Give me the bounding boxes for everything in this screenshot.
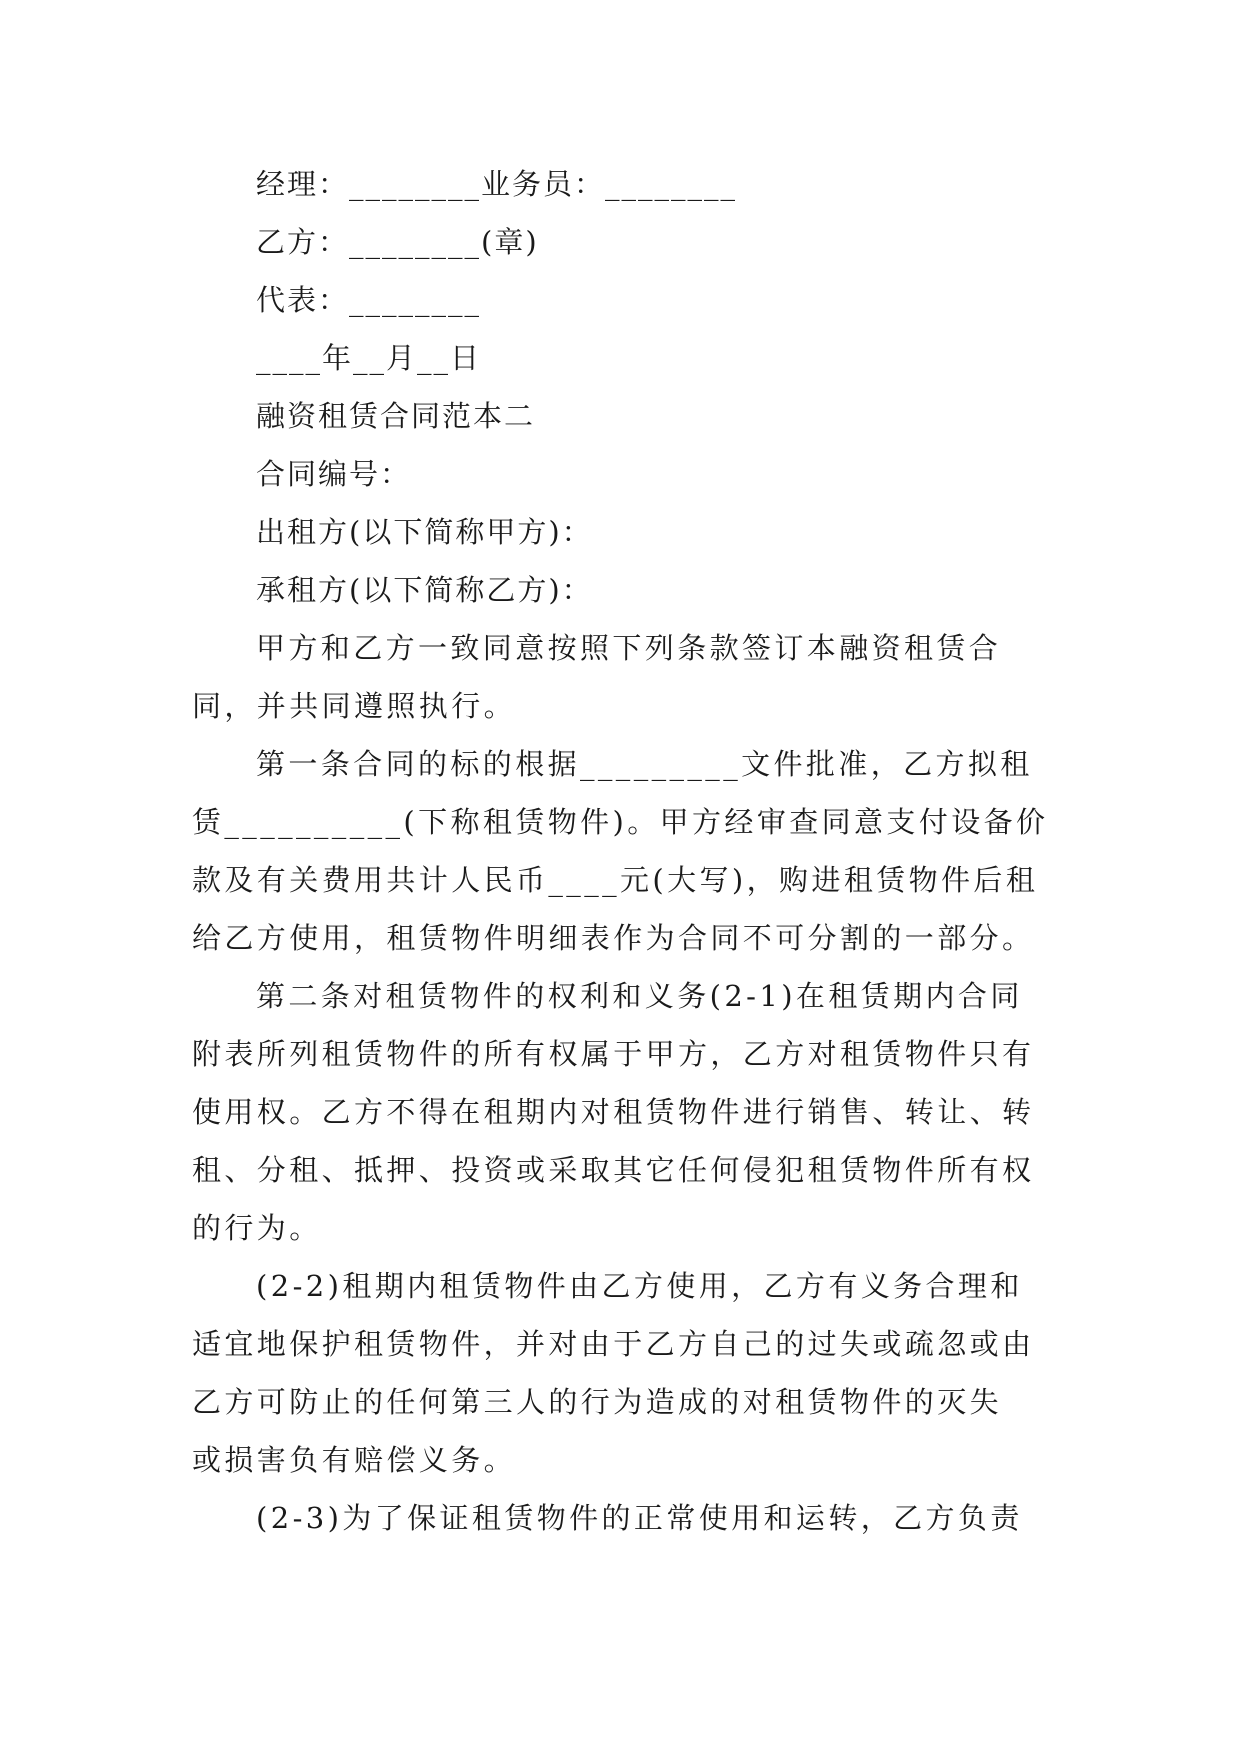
paragraph-line: 赁__________(下称租赁物件)。甲方经审查同意支付设备价 — [192, 805, 1049, 839]
paragraph-line: (2-3)为了保证租赁物件的正常使用和运转，乙方负责 — [256, 1501, 1023, 1535]
paragraph-article-2-3 — [192, 1489, 1072, 1547]
paragraph-line: 或损害负有赔偿义务。 — [192, 1443, 517, 1477]
contract-number-label: 合同编号： — [256, 457, 412, 491]
paragraph-article-2-1 — [192, 967, 1072, 1257]
paragraph-line: 使用权。乙方不得在租期内对租赁物件进行销售、转让、转 — [192, 1095, 1035, 1129]
document-page — [192, 155, 1072, 1547]
signature-party-b: 乙方：________(章) — [256, 225, 539, 259]
lessor-label: 出租方(以下简称甲方)： — [256, 515, 593, 549]
paragraph-intro — [192, 619, 1072, 735]
paragraph-line: 适宜地保护租赁物件，并对由于乙方自己的过失或疏忽或由 — [192, 1327, 1035, 1361]
paragraph-line: 款及有关费用共计人民币____元(大写)，购进租赁物件后租 — [192, 863, 1039, 897]
signature-date: ____年__月__日 — [256, 341, 482, 375]
paragraph-article-2-2 — [192, 1257, 1072, 1489]
signature-representative: 代表：________ — [256, 283, 482, 317]
paragraph-line: 附表所列租赁物件的所有权属于甲方，乙方对租赁物件只有 — [192, 1037, 1035, 1071]
paragraph-line: 乙方可防止的任何第三人的行为造成的对租赁物件的灭失 — [192, 1385, 1003, 1419]
signature-manager-salesman: 经理：________业务员：________ — [256, 167, 738, 201]
contract-title: 融资租赁合同范本二 — [256, 399, 536, 433]
lessee-label: 承租方(以下简称乙方)： — [256, 573, 593, 607]
paragraph-line: 的行为。 — [192, 1211, 322, 1245]
paragraph-line: 第二条对租赁物件的权利和义务(2-1)在租赁期内合同 — [256, 979, 1023, 1013]
paragraph-line: (2-2)租期内租赁物件由乙方使用，乙方有义务合理和 — [256, 1269, 1023, 1303]
paragraph-article-1 — [192, 735, 1072, 967]
paragraph-line: 同，并共同遵照执行。 — [192, 689, 517, 723]
paragraph-line: 甲方和乙方一致同意按照下列条款签订本融资租赁合 — [256, 631, 1002, 665]
paragraph-line: 给乙方使用，租赁物件明细表作为合同不可分割的一部分。 — [192, 921, 1035, 955]
paragraph-line: 租、分租、抵押、投资或采取其它任何侵犯租赁物件所有权 — [192, 1153, 1035, 1187]
paragraph-line: 第一条合同的标的根据_________文件批准，乙方拟租 — [256, 747, 1033, 781]
